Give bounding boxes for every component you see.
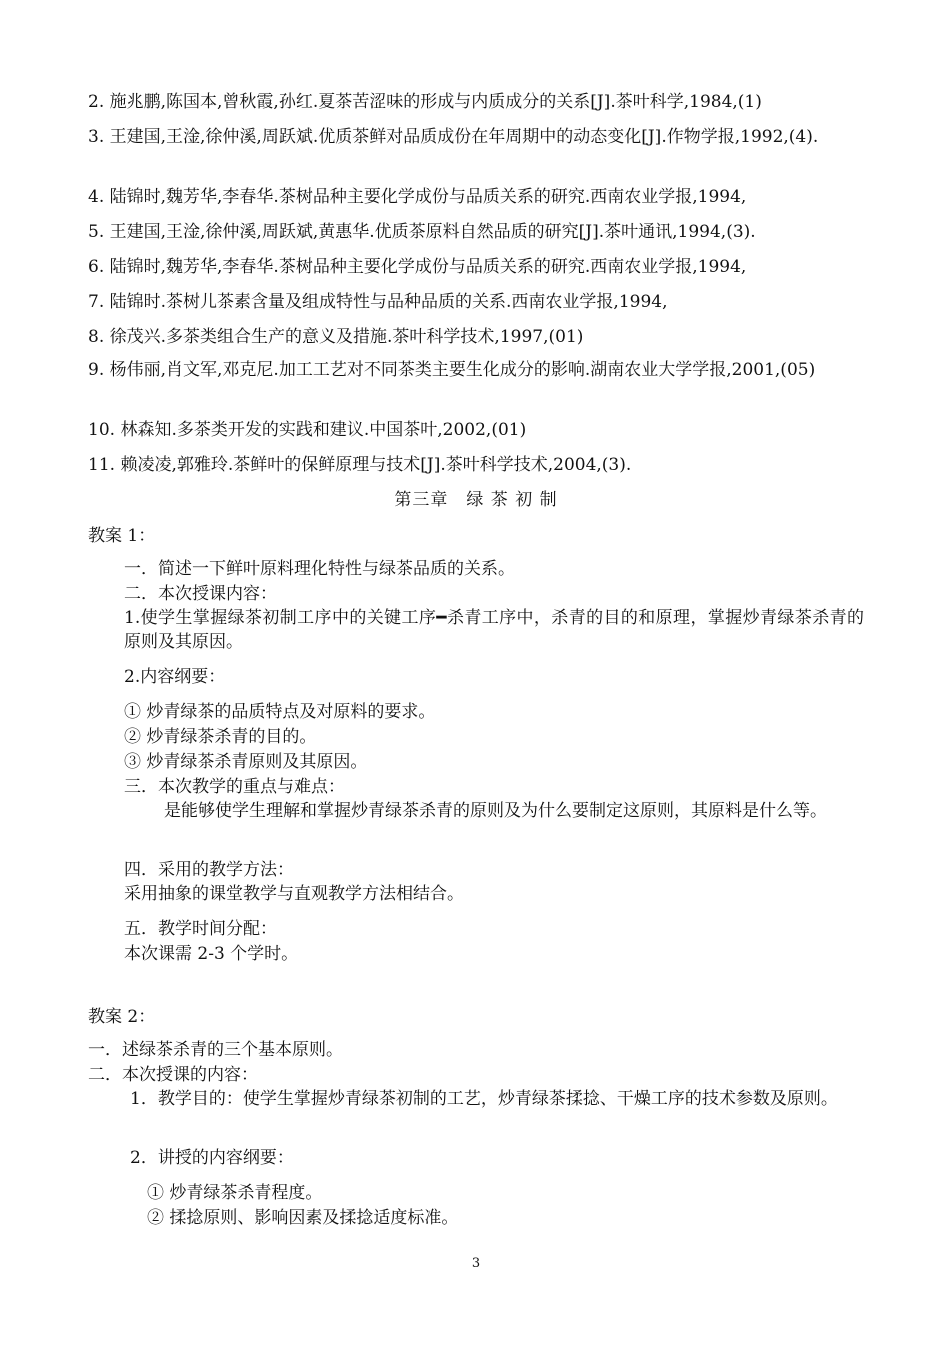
- reference-item: 8. 徐茂兴.多茶类组合生产的意义及措施.茶叶科学技术,1997,(01): [88, 327, 584, 347]
- plan2-objective: 1．教学目的：使学生掌握炒青绿茶初制的工艺，炒青绿茶揉捻、干燥工序的技术参数及原则。: [130, 1089, 838, 1109]
- plan2-section-1: 一．述绿茶杀青的三个基本原则。: [88, 1040, 343, 1060]
- reference-item: 4. 陆锦时,魏芳华,李春华.茶树品种主要化学成份与品质关系的研究.西南农业学报,1994,: [88, 187, 747, 207]
- reference-item: 3. 王建国,王淦,徐仲溪,周跃斌.优质茶鲜对品质成份在年周期中的动态变化[J].作物学报,1992,(4).: [88, 127, 819, 147]
- plan1-section-3: 三．本次教学的重点与难点：: [124, 777, 345, 797]
- plan2-outline-item: ① 炒青绿茶杀青程度。: [147, 1183, 323, 1203]
- plan1-section-4: 四．采用的教学方法：: [124, 860, 294, 880]
- plan1-outline-item: ① 炒青绿茶的品质特点及对原料的要求。: [124, 702, 436, 722]
- plan2-section-2: 二．本次授课的内容：: [88, 1065, 258, 1085]
- plan1-title: 教案 1：: [88, 526, 156, 546]
- plan1-section-2: 二．本次授课内容：: [124, 584, 277, 604]
- plan2-outline-heading: 2．讲授的内容纲要：: [130, 1148, 294, 1168]
- plan1-keypoints: 是能够使学生理解和掌握炒青绿茶杀青的原则及为什么要制定这原则，其原料是什么等。: [164, 801, 827, 821]
- plan1-objective: 1.使学生掌握绿茶初制工序中的关键工序━杀青工序中，杀青的目的和原理，掌握炒青绿茶杀青的原则及其原因。: [124, 608, 864, 652]
- plan1-outline-item: ② 炒青绿茶杀青的目的。: [124, 727, 317, 747]
- plan1-time: 本次课需 2-3 个学时。: [124, 944, 299, 964]
- reference-item: 6. 陆锦时,魏芳华,李春华.茶树品种主要化学成份与品质关系的研究.西南农业学报,1994,: [88, 257, 747, 277]
- plan1-outline-heading: 2.内容纲要：: [124, 667, 226, 687]
- plan1-method: 采用抽象的课堂教学与直观教学方法相结合。: [124, 884, 464, 904]
- reference-item: 2. 施兆鹏,陈国本,曾秋霞,孙红.夏茶苦涩味的形成与内质成分的关系[J].茶叶科学,1984,(1): [88, 92, 762, 112]
- reference-item: 11. 赖凌凌,郭雅玲.茶鲜叶的保鲜原理与技术[J].茶叶科学技术,2004,(3).: [88, 455, 632, 475]
- plan2-outline-item: ② 揉捻原则、影响因素及揉捻适度标准。: [147, 1208, 459, 1228]
- reference-item: 7. 陆锦时.茶树儿茶素含量及组成特性与品种品质的关系.西南农业学报,1994,: [88, 292, 668, 312]
- plan1-section-5: 五．教学时间分配：: [124, 919, 277, 939]
- chapter-title: 第三章 绿 茶 初 制: [394, 490, 558, 510]
- plan2-title: 教案 2：: [88, 1007, 156, 1027]
- reference-item: 5. 王建国,王淦,徐仲溪,周跃斌,黄惠华.优质茶原料自然品质的研究[J].茶叶通讯,1994,(3).: [88, 222, 756, 242]
- reference-item: 10. 林森知.多茶类开发的实践和建议.中国茶叶,2002,(01): [88, 420, 527, 440]
- page-number: 3: [471, 1256, 481, 1271]
- reference-item: 9. 杨伟丽,肖文军,邓克尼.加工工艺对不同茶类主要生化成分的影响.湖南农业大学学报,2001,(05): [88, 360, 816, 380]
- plan1-outline-item: ③ 炒青绿茶杀青原则及其原因。: [124, 752, 368, 772]
- plan1-section-1: 一．简述一下鲜叶原料理化特性与绿茶品质的关系。: [124, 559, 515, 579]
